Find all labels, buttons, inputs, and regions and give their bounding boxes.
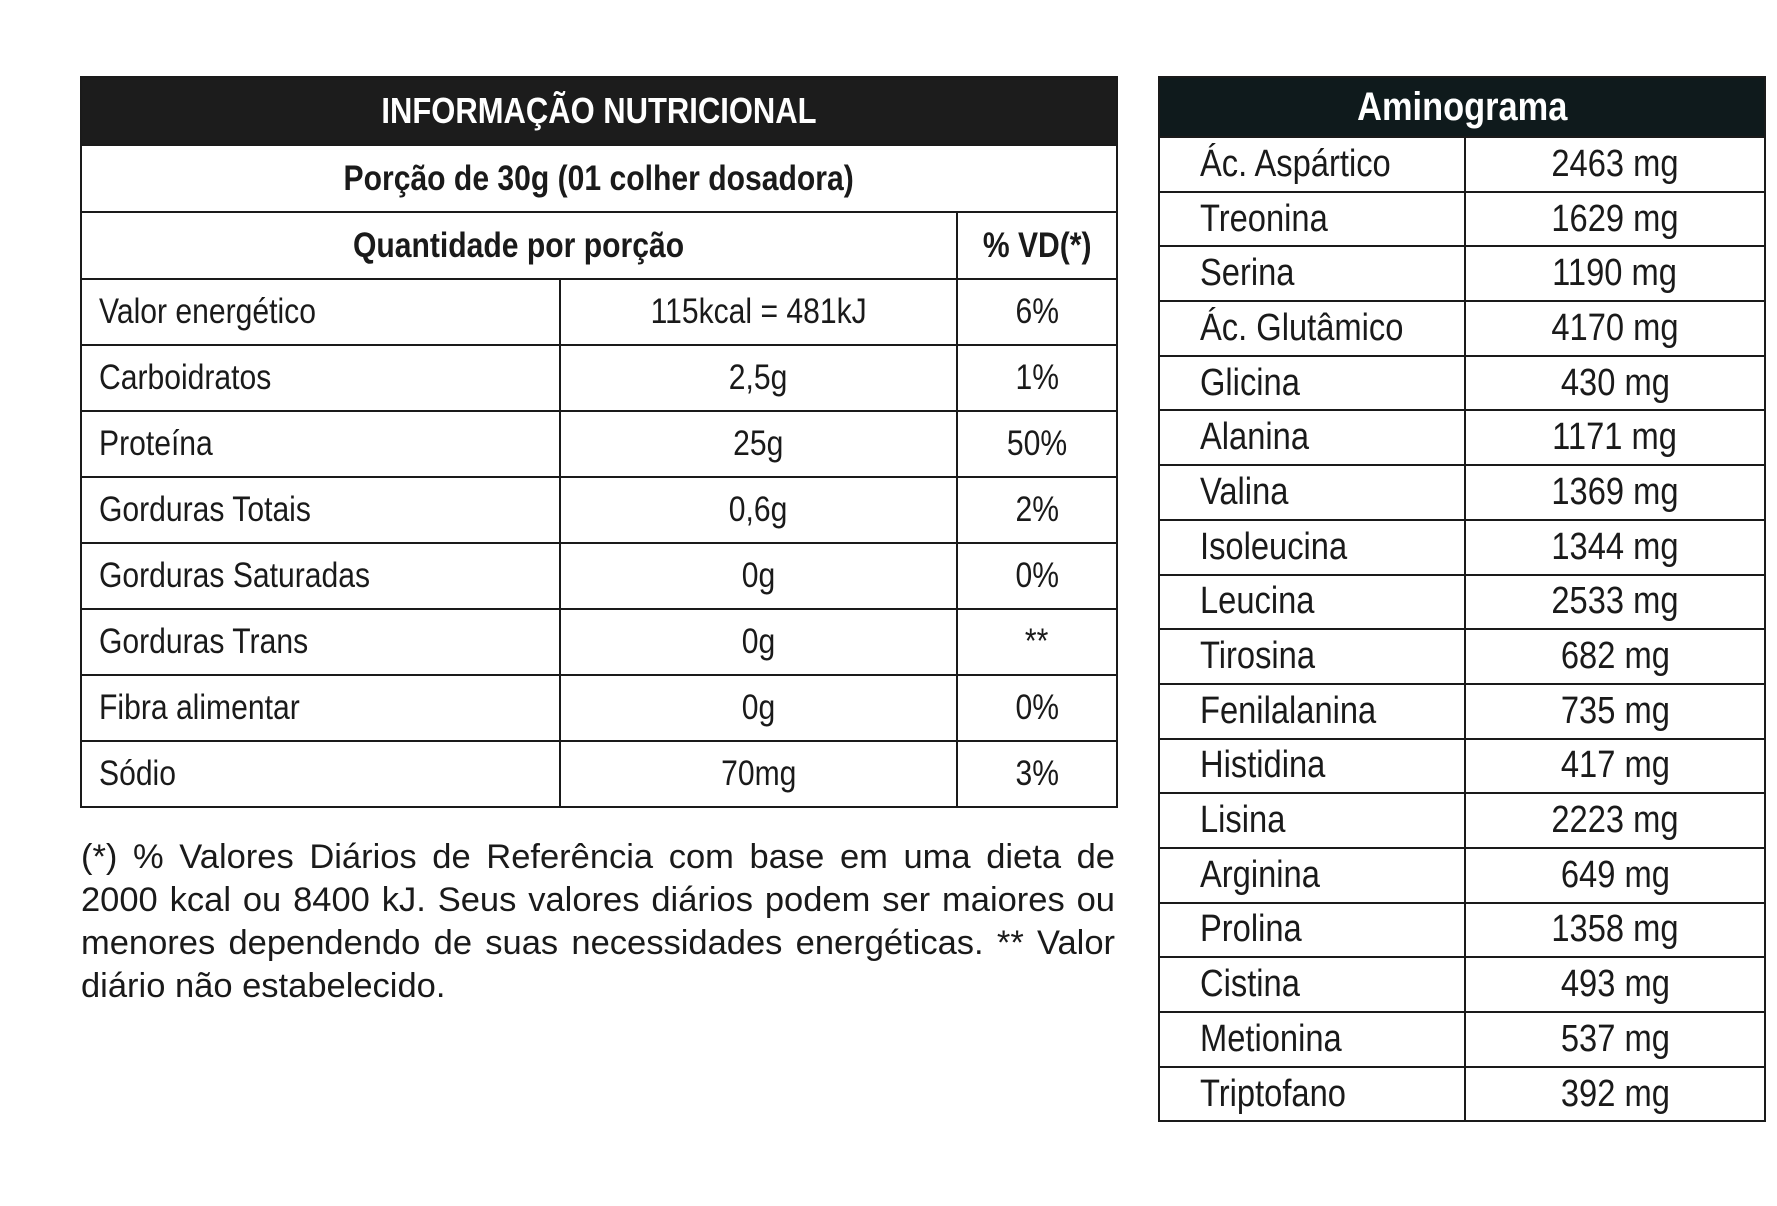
amino-row [1159, 1012, 1765, 1067]
amino-acid-name: Ác. Aspártico [1159, 137, 1465, 192]
nutrient-row [81, 411, 1117, 477]
nutrient-name: Carboidratos [81, 345, 560, 411]
amino-acid-name: Alanina [1159, 410, 1465, 465]
amino-acid-value: 735 mg [1465, 684, 1765, 739]
amino-acid-value: 682 mg [1465, 629, 1765, 684]
nutrient-name: Gorduras Totais [81, 477, 560, 543]
amino-acid-value: 392 mg [1465, 1067, 1765, 1122]
footnote: (*) % Valores Diários de Referência com base em uma dieta de 2000 kcal ou 8400 kJ. Seus valores diários podem ser maiores ou menores dependendo de suas necessidades energéticas. ** Valor diário não estabelecido. [81, 838, 1115, 1005]
nutrient-daily-value: 1% [957, 345, 1117, 411]
amino-acid-name: Tirosina [1159, 629, 1465, 684]
nutrient-row [81, 741, 1117, 807]
nutrient-row [81, 675, 1117, 741]
nutrient-daily-value: 0% [957, 675, 1117, 741]
amino-acid-name: Arginina [1159, 848, 1465, 903]
nutrient-daily-value: 6% [957, 279, 1117, 345]
amino-acid-value: 4170 mg [1465, 301, 1765, 356]
amino-acid-name: Prolina [1159, 903, 1465, 958]
amino-acid-name: Ác. Glutâmico [1159, 301, 1465, 356]
nutrient-row [81, 609, 1117, 675]
nutrient-row [81, 345, 1117, 411]
amino-row [1159, 246, 1765, 301]
amino-acid-value: 2223 mg [1465, 793, 1765, 848]
amino-acid-name: Serina [1159, 246, 1465, 301]
amino-row [1159, 629, 1765, 684]
nutrient-amount: 115kcal = 481kJ [560, 279, 957, 345]
amino-acid-name: Glicina [1159, 356, 1465, 411]
amino-acid-name: Treonina [1159, 192, 1465, 247]
nutrient-name: Valor energético [81, 279, 560, 345]
amino-row [1159, 739, 1765, 794]
nutrient-row [81, 543, 1117, 609]
amino-acid-name: Lisina [1159, 793, 1465, 848]
amino-row [1159, 684, 1765, 739]
header-quantity: Quantidade por porção [81, 212, 957, 279]
amino-acid-value: 2463 mg [1465, 137, 1765, 192]
amino-acid-value: 1358 mg [1465, 903, 1765, 958]
amino-acid-name: Fenilalanina [1159, 684, 1465, 739]
amino-acid-name: Valina [1159, 465, 1465, 520]
amino-row [1159, 356, 1765, 411]
aminogram-title: Aminograma [1159, 77, 1765, 137]
amino-acid-name: Leucina [1159, 575, 1465, 630]
nutrition-facts-table [80, 76, 1116, 808]
amino-acid-value: 417 mg [1465, 739, 1765, 794]
nutrient-daily-value: 0% [957, 543, 1117, 609]
amino-acid-value: 1344 mg [1465, 520, 1765, 575]
nutrient-daily-value: 3% [957, 741, 1117, 807]
amino-row [1159, 301, 1765, 356]
nutrition-title: INFORMAÇÃO NUTRICIONAL [81, 77, 1117, 145]
amino-acid-value: 1369 mg [1465, 465, 1765, 520]
portion-size: Porção de 30g (01 colher dosadora) [81, 145, 1117, 212]
amino-row [1159, 465, 1765, 520]
aminogram-table [1158, 76, 1764, 1122]
nutrient-amount: 0,6g [560, 477, 957, 543]
amino-acid-name: Triptofano [1159, 1067, 1465, 1122]
amino-row [1159, 575, 1765, 630]
nutrient-daily-value: ** [957, 609, 1117, 675]
amino-row [1159, 137, 1765, 192]
nutrient-amount: 2,5g [560, 345, 957, 411]
amino-row [1159, 957, 1765, 1012]
amino-acid-value: 1629 mg [1465, 192, 1765, 247]
nutrient-name: Sódio [81, 741, 560, 807]
amino-row [1159, 793, 1765, 848]
nutrient-amount: 70mg [560, 741, 957, 807]
amino-acid-value: 430 mg [1465, 356, 1765, 411]
nutrient-amount: 0g [560, 609, 957, 675]
amino-acid-value: 1171 mg [1465, 410, 1765, 465]
amino-acid-name: Isoleucina [1159, 520, 1465, 575]
amino-row [1159, 903, 1765, 958]
nutrient-amount: 25g [560, 411, 957, 477]
amino-acid-name: Metionina [1159, 1012, 1465, 1067]
nutrient-daily-value: 2% [957, 477, 1117, 543]
amino-acid-value: 2533 mg [1465, 575, 1765, 630]
nutrient-amount: 0g [560, 543, 957, 609]
amino-row [1159, 410, 1765, 465]
amino-row [1159, 1067, 1765, 1122]
nutrient-amount: 0g [560, 675, 957, 741]
amino-acid-name: Cistina [1159, 957, 1465, 1012]
nutrient-row [81, 279, 1117, 345]
amino-acid-name: Histidina [1159, 739, 1465, 794]
amino-acid-value: 537 mg [1465, 1012, 1765, 1067]
amino-acid-value: 493 mg [1465, 957, 1765, 1012]
nutrient-name: Fibra alimentar [81, 675, 560, 741]
amino-acid-value: 1190 mg [1465, 246, 1765, 301]
nutrient-name: Gorduras Saturadas [81, 543, 560, 609]
header-daily-value: % VD(*) [957, 212, 1117, 279]
nutrient-row [81, 477, 1117, 543]
amino-row [1159, 848, 1765, 903]
amino-acid-value: 649 mg [1465, 848, 1765, 903]
nutrient-name: Gorduras Trans [81, 609, 560, 675]
amino-row [1159, 192, 1765, 247]
nutrient-daily-value: 50% [957, 411, 1117, 477]
nutrient-name: Proteína [81, 411, 560, 477]
amino-row [1159, 520, 1765, 575]
